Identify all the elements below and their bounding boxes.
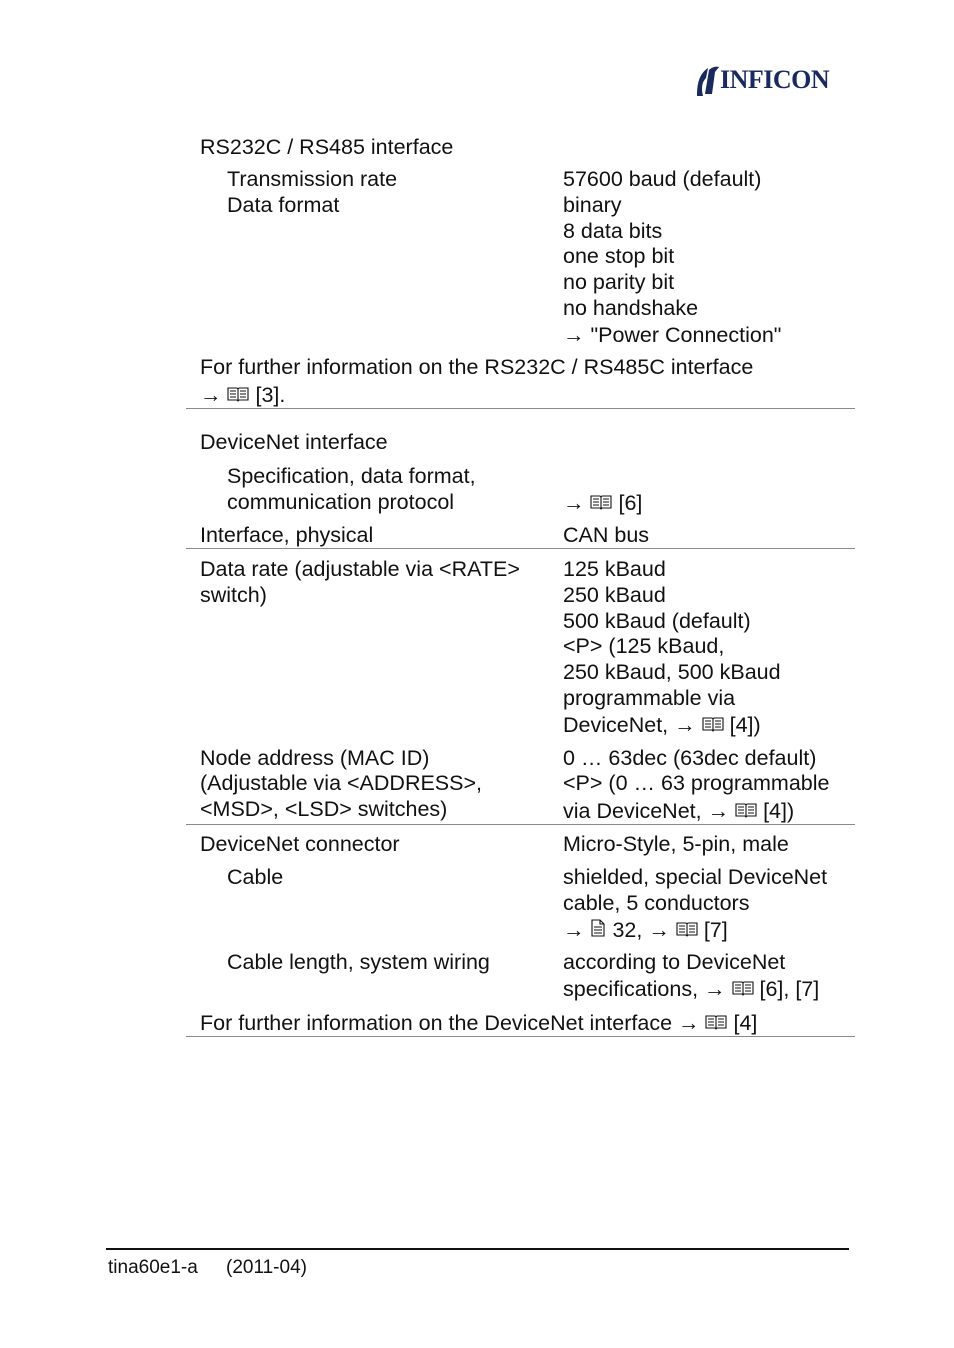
book-icon <box>702 716 724 732</box>
devicenet-rate-ref <box>563 712 761 738</box>
devicenet-length-value: according to DeviceNet <box>563 950 786 974</box>
inficon-logo <box>694 62 848 98</box>
devicenet-node-ref <box>563 798 794 824</box>
devicenet-rate-value: programmable via <box>563 686 736 710</box>
inficon-logo-mark-icon <box>694 64 720 98</box>
section-divider <box>186 1036 855 1037</box>
devicenet-node-value: 0 … 63dec (63dec default) <box>563 746 817 770</box>
rs232-rate-label: Transmission rate <box>227 167 398 191</box>
devicenet-rate-value: 250 kBaud <box>563 583 666 607</box>
devicenet-physical-value: CAN bus <box>563 523 650 547</box>
devicenet-rate-value: <P> (125 kBaud, <box>563 634 725 658</box>
section-divider <box>186 548 855 549</box>
devicenet-node-label: Node address (MAC ID) <box>200 746 430 770</box>
book-icon <box>590 494 612 510</box>
arrow-text: → <box>563 918 585 942</box>
devicenet-heading: DeviceNet interface <box>200 430 388 454</box>
reference-text: [4] <box>733 1011 758 1035</box>
inficon-logo-text: INFICON <box>720 65 830 94</box>
devicenet-rate-value: 250 kBaud, 500 kBaud <box>563 660 781 684</box>
devicenet-spec-label: Specification, data format, <box>227 464 476 488</box>
devicenet-spec-ref <box>563 490 642 516</box>
rs232-further-info: For further information on the RS232C / RS485C interface <box>200 355 754 379</box>
devicenet-rate-value: 500 kBaud (default) <box>563 609 751 633</box>
node-ref-prefix: via DeviceNet, → <box>563 799 730 823</box>
rs232-format-value: no handshake <box>563 296 699 320</box>
rs232-further-ref <box>200 382 285 408</box>
section-divider <box>186 824 855 825</box>
section-divider <box>186 408 855 409</box>
devicenet-node-value: <P> (0 … 63 programmable <box>563 771 830 795</box>
devicenet-cable-value: cable, 5 conductors <box>563 891 750 915</box>
book-icon <box>732 980 754 996</box>
footer-divider <box>106 1248 849 1250</box>
devicenet-rate-value: 125 kBaud <box>563 557 666 581</box>
reference-text: [4]) <box>763 799 795 823</box>
devicenet-spec-label: communication protocol <box>227 490 455 514</box>
devicenet-rate-label: switch) <box>200 583 267 607</box>
page-ref-text: 32, → <box>612 918 670 942</box>
devicenet-length-ref <box>563 976 819 1002</box>
page-icon <box>590 919 606 937</box>
reference-text: [6] <box>618 491 643 515</box>
devicenet-length-label: Cable length, system wiring <box>227 950 490 974</box>
rs232-format-label: Data format <box>227 193 340 217</box>
book-icon <box>227 386 249 402</box>
devicenet-cable-ref <box>563 917 728 943</box>
reference-text: [6], [7] <box>759 977 820 1001</box>
reference-text: [4]) <box>729 713 761 737</box>
rs232-rate-value: 57600 baud (default) <box>563 167 762 191</box>
book-icon <box>705 1014 727 1030</box>
devicenet-rate-label: Data rate (adjustable via <RATE> <box>200 557 520 581</box>
rs232-format-value: 8 data bits <box>563 219 663 243</box>
book-icon <box>735 802 757 818</box>
rs232-power-ref: → "Power Connection" <box>563 323 782 347</box>
rs232-format-value: one stop bit <box>563 244 675 268</box>
book-icon <box>676 921 698 937</box>
length-ref-prefix: specifications, → <box>563 977 726 1001</box>
devicenet-node-label: <MSD>, <LSD> switches) <box>200 797 448 821</box>
devicenet-connector-value: Micro-Style, 5-pin, male <box>563 832 789 856</box>
reference-text: [7] <box>703 918 728 942</box>
rs232-heading: RS232C / RS485 interface <box>200 135 454 159</box>
devicenet-node-label: (Adjustable via <ADDRESS>, <box>200 771 483 795</box>
devicenet-cable-value: shielded, special DeviceNet <box>563 865 828 889</box>
devicenet-physical-label: Interface, physical <box>200 523 374 547</box>
reference-text: [3]. <box>255 383 286 407</box>
rs232-format-value: binary <box>563 193 622 217</box>
devicenet-further-info <box>200 1010 757 1036</box>
devicenet-connector-label: DeviceNet connector <box>200 832 400 856</box>
rs232-format-value: no parity bit <box>563 270 675 294</box>
footer-date: (2011-04) <box>226 1257 307 1278</box>
further-info-text: For further information on the DeviceNet interface → <box>200 1011 700 1035</box>
arrow-text: → <box>200 383 222 407</box>
rate-ref-prefix: DeviceNet, → <box>563 713 696 737</box>
arrow-text: → <box>563 491 585 515</box>
footer-doc-id: tina60e1-a <box>108 1257 198 1278</box>
devicenet-cable-label: Cable <box>227 865 284 889</box>
